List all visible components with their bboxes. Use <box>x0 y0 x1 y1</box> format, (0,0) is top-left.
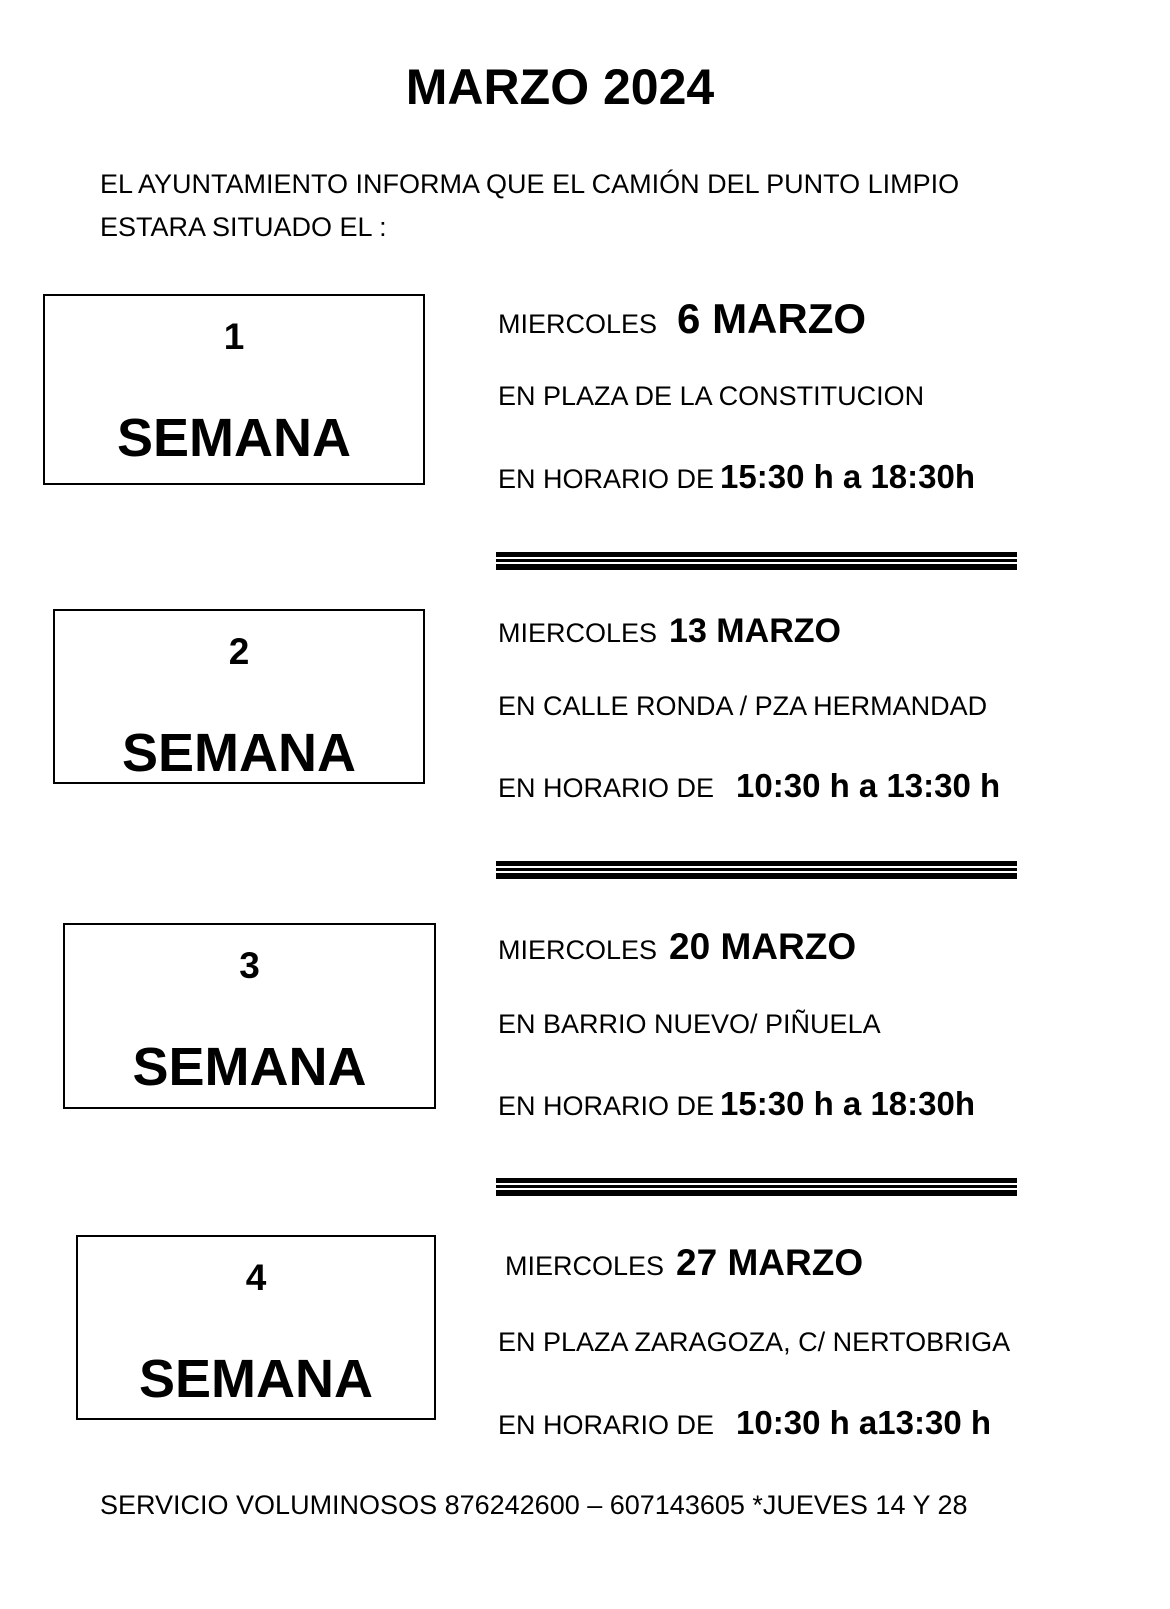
week-4-hours-prefix: EN HORARIO DE <box>498 1410 715 1440</box>
intro-text <box>100 163 1000 249</box>
week-1-hours-line <box>498 460 975 493</box>
week-4-number: 4 <box>245 1257 267 1298</box>
week-1-label: SEMANA <box>116 408 351 468</box>
week-3-date-line <box>498 928 856 965</box>
separator-1 <box>496 552 1017 570</box>
week-2-hours-line <box>498 769 1000 802</box>
week-4-location: EN PLAZA ZARAGOZA, C/ NERTOBRIGA <box>498 1327 1011 1357</box>
week-2-number: 2 <box>228 631 250 672</box>
week-3-hours-prefix: EN HORARIO DE <box>498 1091 715 1121</box>
week-1-hours: 15:30 h a 18:30h <box>720 458 976 495</box>
week-4-box <box>76 1235 436 1420</box>
week-1-date: 6 MARZO <box>677 295 867 342</box>
week-2-box <box>53 609 425 784</box>
week-1-number: 1 <box>223 316 245 357</box>
week-1-weekday: MIERCOLES <box>498 309 658 339</box>
week-4-hours: 10:30 h a13:30 h <box>736 1404 992 1441</box>
week-4-date: 27 MARZO <box>676 1242 864 1283</box>
week-3-number: 3 <box>239 945 260 986</box>
week-3-date: 20 MARZO <box>669 926 857 967</box>
week-2-date-line <box>498 614 841 648</box>
week-2-weekday: MIERCOLES <box>498 618 658 648</box>
footer-voluminosos: SERVICIO VOLUMINOSOS 876242600 – 607143605 *JUEVES 14 Y 28 <box>100 1490 968 1520</box>
page-title: MARZO 2024 <box>405 59 715 115</box>
week-4-date-line <box>505 1244 863 1281</box>
week-3-hours-line <box>498 1087 975 1120</box>
week-3-hours: 15:30 h a 18:30h <box>720 1085 976 1122</box>
week-4-weekday: MIERCOLES <box>505 1251 665 1281</box>
week-3-location: EN BARRIO NUEVO/ PIÑUELA <box>498 1009 881 1039</box>
week-3-weekday: MIERCOLES <box>498 935 658 965</box>
week-1-hours-prefix: EN HORARIO DE <box>498 464 715 494</box>
week-4-label: SEMANA <box>138 1349 373 1409</box>
week-2-hours: 10:30 h a 13:30 h <box>736 767 1001 804</box>
intro-line-2: ESTARA SITUADO EL : <box>100 212 387 242</box>
week-4-hours-line <box>498 1406 991 1439</box>
separator-2 <box>496 861 1017 879</box>
week-1-location: EN PLAZA DE LA CONSTITUCION <box>498 381 925 411</box>
intro-line-1: EL AYUNTAMIENTO INFORMA QUE EL CAMIÓN DEL PUNTO LIMPIO <box>100 169 960 199</box>
week-2-hours-prefix: EN HORARIO DE <box>498 773 715 803</box>
separator-3 <box>496 1178 1017 1196</box>
week-2-label: SEMANA <box>121 723 356 783</box>
week-3-box <box>63 923 436 1109</box>
week-3-label: SEMANA <box>132 1037 367 1097</box>
week-1-box <box>43 294 425 485</box>
week-2-date: 13 MARZO <box>669 612 841 650</box>
week-2-location: EN CALLE RONDA / PZA HERMANDAD <box>498 691 988 721</box>
week-1-date-line <box>498 295 867 342</box>
